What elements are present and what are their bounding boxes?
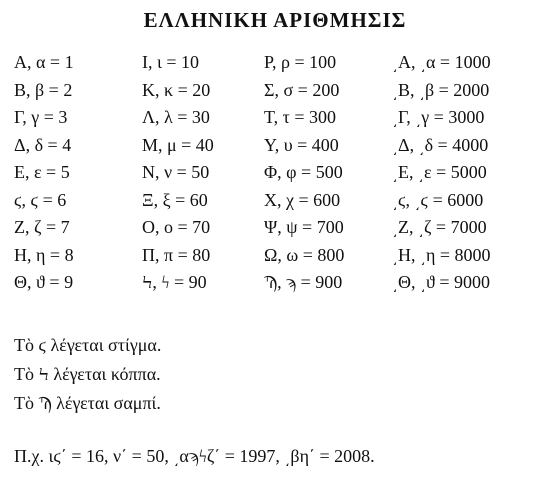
numeral-entry: ͵Ε, ͵ε = 5000 (392, 162, 487, 182)
numeral-entry: Θ, ϑ = 9 (14, 272, 74, 292)
numeral-entry: Φ, φ = 500 (264, 162, 343, 182)
page-title: ΕΛΛΗΝΙΚΗ ΑΡΙΘΜΗΣΙΣ (143, 8, 407, 32)
numeral-entry: Α, α = 1 (14, 52, 74, 72)
numeral-entry: Μ, μ = 40 (142, 134, 214, 155)
numeral-entry: Ν, ν = 50 (142, 162, 210, 182)
numeral-entry: Ι, ι = 10 (142, 52, 199, 72)
note-sampi: Τὸ Ϡ λέγεται σαμπί. (14, 393, 161, 413)
numeral-entry: ͵Γ, ͵γ = 3000 (392, 107, 485, 127)
numeral-entry: Ζ, ζ = 7 (14, 217, 70, 237)
numeral-entry: ͵Η, ͵η = 8000 (392, 244, 491, 265)
numeral-entry: Τ, τ = 300 (264, 107, 337, 127)
numeral-entry: ϛ, ϛ = 6 (14, 189, 67, 210)
numeral-entry: Γ, γ = 3 (14, 107, 68, 127)
example-line: Π.χ. ιϛ΄ = 16, ν΄ = 50, ͵αϡϟζ΄ = 1997, ͵βη΄ = 2008. (14, 446, 375, 466)
numeral-entry: Β, β = 2 (14, 79, 73, 100)
numeral-entry: ͵Ζ, ͵ζ = 7000 (392, 217, 487, 237)
numeral-entry: Σ, σ = 200 (264, 79, 340, 100)
numeral-entry: Ϡ, ϡ = 900 (264, 272, 343, 292)
note-stigma: Τὸ ϛ λέγεται στίγμα. (14, 335, 162, 355)
numeral-entry: ͵Δ, ͵δ = 4000 (392, 134, 489, 155)
note-koppa: Τὸ Ϟ λέγεται κόππα. (14, 364, 161, 384)
numeral-entry: Χ, χ = 600 (264, 189, 341, 210)
numeral-entry: ͵Α, ͵α = 1000 (392, 52, 491, 72)
numeral-entry: Η, η = 8 (14, 244, 74, 265)
numeral-entry: Ψ, ψ = 700 (264, 217, 344, 237)
numeral-entry: ͵Θ, ͵ϑ = 9000 (392, 272, 491, 292)
numeral-entry: Ϟ, ϟ = 90 (142, 272, 207, 292)
numeral-entry: Κ, κ = 20 (142, 79, 211, 100)
numeral-entry: ͵ϛ, ͵ϛ = 6000 (392, 189, 484, 210)
numeral-entry: ͵Β, ͵β = 2000 (392, 79, 490, 100)
numeral-entry: Δ, δ = 4 (14, 134, 72, 155)
numeral-entry: Ο, ο = 70 (142, 217, 211, 237)
numeral-entry: Λ, λ = 30 (142, 107, 210, 127)
numeral-entry: Ε, ε = 5 (14, 162, 70, 182)
notes (14, 335, 161, 422)
numeral-entry: Ξ, ξ = 60 (142, 189, 208, 210)
numeral-entry: Υ, υ = 400 (264, 134, 339, 155)
numeral-entry: Π, π = 80 (142, 244, 211, 265)
numeral-entry: Ρ, ρ = 100 (264, 52, 337, 72)
numeral-entry: Ω, ω = 800 (264, 244, 345, 265)
